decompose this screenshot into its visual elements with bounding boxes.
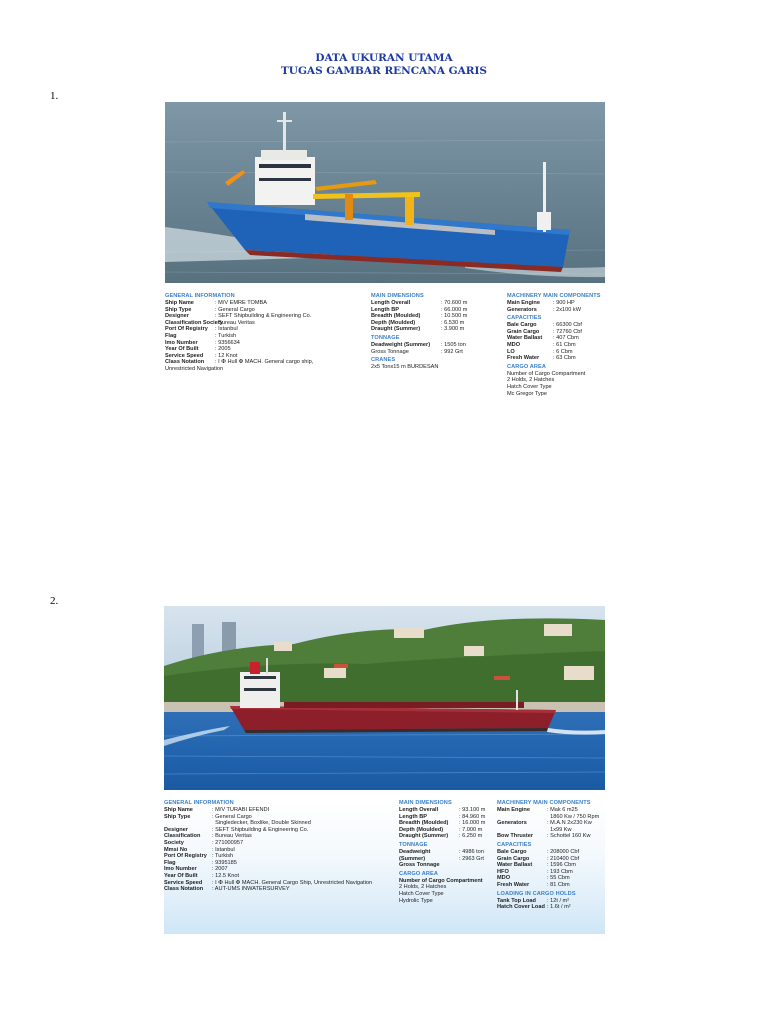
section-heading: GENERAL INFORMATION [164, 800, 234, 806]
section-heading: MACHINERY MAIN COMPONENTS [507, 293, 601, 299]
spec-line: Number of Cargo Compartment [507, 370, 586, 377]
spec-row: Mmsi No : Istanbul [164, 846, 235, 853]
spec-row: Society : 271000957 [164, 839, 244, 846]
spec-row: Bale Cargo : 66300 Cbf [507, 322, 582, 329]
spec-row: Deadweight (Summer) : 1505 ton [371, 341, 466, 348]
document-title [0, 52, 768, 78]
spec-row: Class Notation : AUT-UMS INWATERSURVEY [164, 886, 290, 893]
spec-row: Designer : SEFT Shipbuilding & Engineering Co. [165, 313, 312, 320]
main-dimensions-section [399, 800, 495, 904]
spec-row: Flag : Turkish [165, 332, 237, 339]
spec-row: Singledecker, Boxlike, Double Skinned [212, 820, 311, 827]
spec-row: Fresh Water : 63 Cbm [507, 355, 576, 362]
spec-row: HFO : 193 Cbm [497, 868, 573, 875]
machinery-section [497, 800, 605, 911]
spec-row: Year Of Built : 2005 [165, 346, 231, 353]
item-number: 1. [50, 90, 59, 102]
spec-line: Hatch Cover Type [507, 383, 552, 390]
spec-row: Ship Name : M/V TURABI EFENDI [164, 807, 270, 813]
section-heading: CAPACITIES [497, 841, 532, 848]
spec-row: Length BP : 66.000 m [371, 306, 468, 313]
spec-row: Class Notation : I ✠ Hull ✠ MACH. General cargo ship, [165, 359, 314, 366]
ship-1-specification [165, 293, 605, 413]
spec-row: Port Of Registry : Turkish [164, 853, 234, 860]
spec-line: Mc Gregor Type [507, 390, 547, 397]
spec-row: Year Of Built : 12.5 Knot [164, 872, 240, 879]
spec-row: 1860 Kw / 750 Rpm [547, 813, 600, 820]
spec-row: Depth (Moulded) : 7.000 m [399, 826, 483, 833]
spec-row: Ship Type : General Cargo [165, 306, 255, 313]
spec-row: Grain Cargo : 72760 Cbf [507, 328, 582, 335]
spec-row: Flag : 9395185 [164, 859, 237, 866]
spec-row: Grain Cargo : 210400 Cbf [497, 855, 580, 862]
spec-row: Fresh Water : 81 Cbm [497, 881, 570, 888]
item-number: 2. [50, 595, 59, 607]
title-line-1: DATA UKURAN UTAMA [315, 52, 453, 64]
section-heading: MAIN DIMENSIONS [399, 800, 452, 806]
section-heading: MAIN DIMENSIONS [371, 293, 424, 299]
spec-row: Draught (Summer) : 6.250 m [399, 833, 483, 840]
spec-line: Hatch Cover Type [399, 890, 444, 897]
spec-row: Length Overall : 93.100 m [399, 807, 486, 813]
spec-row: Depth (Moulded) : 6.530 m [371, 319, 465, 326]
spec-line: 2 Holds, 2 Hatches [399, 884, 447, 891]
section-heading: TONNAGE [399, 841, 428, 848]
spec-row: Gross Tonnage : 992 Grt [371, 348, 463, 355]
section-heading: CARGO AREA [399, 870, 439, 877]
spec-row: MDO : 61 Cbm [507, 341, 576, 348]
spec-row: Service Speed : I ✠ Hull ✠ MACH. General Cargo Ship, Unrestricted Navigation [164, 879, 373, 886]
spec-row: Classification : Bureau Veritas [164, 833, 252, 840]
spec-line: Hydrolic Type [399, 897, 433, 904]
spec-row: Generators : M.A.N 2x230 Kw [497, 820, 592, 827]
spec-row: Bale Cargo : 208000 Cbf [497, 848, 580, 855]
spec-row: Gross Tonnage [399, 862, 440, 869]
spec-row: Designer : SEFT Shipbuilding & Engineering Co. [164, 826, 309, 833]
section-heading: CAPACITIES [507, 315, 542, 322]
spec-line: 2x5 Tonx15 m BURDESAN [371, 364, 439, 371]
spec-row: Imo Number : 2007 [164, 866, 228, 873]
ship-photo-emre-tomba [165, 102, 605, 283]
spec-row: Water Ballast : 407 Cbm [507, 335, 579, 342]
ship-photo-turabi-efendi [164, 606, 605, 790]
spec-row: LO : 6 Cbm [507, 348, 573, 355]
spec-row: Breadth (Moulded) : 10.500 m [371, 313, 468, 320]
general-information-section [165, 293, 370, 373]
spec-row: Hatch Cover Load : 1.6t / m² [497, 904, 571, 911]
spec-row: (Summer) : 2963 Grt [399, 855, 484, 862]
section-heading: LOADING IN CARGO HOLDS [497, 890, 576, 897]
section-heading: TONNAGE [371, 334, 400, 341]
spec-row: Ship Type : General Cargo [164, 813, 252, 820]
spec-row: MDO : 55 Cbm [497, 875, 570, 882]
spec-row: Length Overall : 70.600 m [371, 300, 468, 306]
section-heading: CRANES [371, 357, 396, 364]
spec-row: Bow Thruster : Schottel 160 Kw [497, 833, 591, 840]
spec-row: Port Of Registry : Istanbul [165, 326, 238, 333]
spec-row: Deadweight : 4986 ton [399, 848, 484, 855]
spec-row: Tank Top Load : 12t / m² [497, 897, 570, 904]
spec-row: Ship Name : M/V EMRE TOMBA [165, 300, 268, 306]
spec-line: 2 Holds, 2 Hatches [507, 377, 555, 384]
general-information-section [164, 800, 396, 893]
spec-row: Service Speed : 12 Knot [165, 352, 238, 359]
ship-2-specification [164, 800, 605, 934]
spec-note: Unrestricted Navigation [165, 365, 224, 372]
section-heading: CARGO AREA [507, 363, 547, 370]
section-heading: MACHINERY MAIN COMPONENTS [497, 800, 591, 806]
main-dimensions-section [371, 293, 501, 371]
section-heading: GENERAL INFORMATION [165, 293, 235, 299]
spec-row: Imo Number : 9356634 [165, 339, 240, 346]
spec-row: Water Ballast : 1596 Cbm [497, 862, 576, 869]
spec-row: Length BP : 84.960 m [399, 813, 486, 820]
spec-row: Draught (Summer) : 3.900 m [371, 326, 465, 333]
spec-line: Number of Cargo Compartment [399, 877, 483, 884]
spec-row: Main Engine : Mak 6 m25 [497, 807, 578, 813]
spec-row: Generators : 2x100 kW [507, 306, 581, 313]
machinery-section [507, 293, 605, 397]
spec-row: Breadth (Moulded) : 16.000 m [399, 820, 486, 827]
spec-row: Classification Society : Bureau Veritas [165, 319, 255, 326]
title-line-2: TUGAS GAMBAR RENCANA GARIS [280, 65, 488, 77]
spec-row: Main Engine : 900 HP [507, 300, 575, 306]
spec-row: 1x99 Kw [547, 826, 572, 833]
